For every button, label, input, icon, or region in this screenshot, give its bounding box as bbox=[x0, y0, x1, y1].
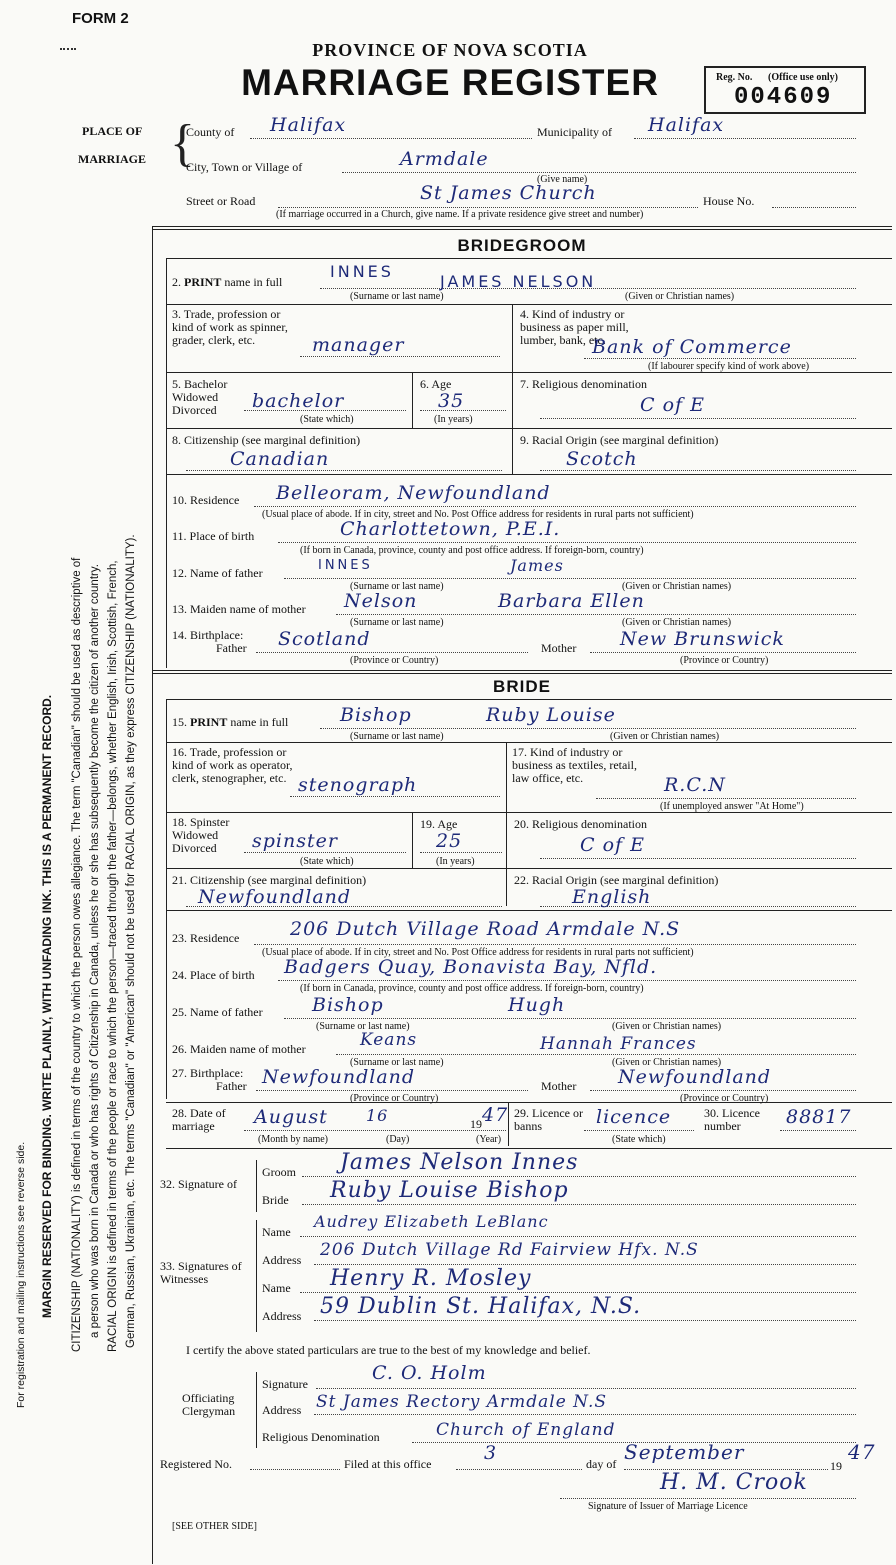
f23-hint: (Usual place of abode. If in city, street and No. Post Office address for residents in rural parts not sufficient) bbox=[262, 947, 694, 958]
reg-number: 004609 bbox=[734, 84, 833, 111]
f32-label: 32. Signature of bbox=[160, 1177, 237, 1191]
reg-label: Reg. No. bbox=[716, 72, 753, 83]
f21-label: 21. Citizenship (see marginal definition) bbox=[172, 873, 367, 887]
f4-hint: (If labourer specify kind of work above) bbox=[648, 361, 810, 372]
groom-industry: Bank of Commerce bbox=[592, 336, 792, 358]
bride-father-given: Hugh bbox=[508, 994, 566, 1016]
bride-surname-hint: (Surname or last name) bbox=[350, 731, 444, 742]
house-label: House No. bbox=[703, 194, 755, 208]
groom-religion: C of E bbox=[640, 394, 705, 416]
bride-surname: Bishop bbox=[340, 704, 412, 726]
issuer-label: Signature of Issuer of Marriage Licence bbox=[588, 1501, 748, 1512]
municipality-value: Halifax bbox=[648, 114, 725, 136]
province-title: PROVINCE OF NOVA SCOTIA bbox=[312, 40, 588, 60]
year-hint: (Year) bbox=[476, 1134, 502, 1145]
place-label-2: MARRIAGE bbox=[78, 152, 146, 166]
give-name-hint: (Give name) bbox=[537, 174, 588, 185]
groom-given: JAMES NELSON bbox=[440, 272, 597, 291]
f15-label: name in full bbox=[230, 715, 289, 729]
f19-hint: (In years) bbox=[436, 856, 475, 867]
denomination-label: Religious Denomination bbox=[262, 1430, 380, 1444]
f14-label: 14. Birthplace: bbox=[172, 628, 244, 642]
f6-label: 6. Age bbox=[420, 377, 452, 391]
groom-trade: manager bbox=[312, 334, 405, 356]
bride-status: spinster bbox=[252, 830, 338, 852]
f17-hint: (If unemployed answer "At Home") bbox=[660, 801, 804, 812]
w2-name-label: Name bbox=[262, 1281, 291, 1295]
f12-given-hint: (Given or Christian names) bbox=[622, 581, 732, 592]
bride-father-surname: Bishop bbox=[312, 994, 384, 1016]
bride-citizenship: Newfoundland bbox=[198, 886, 352, 908]
bride-sig-label: Bride bbox=[262, 1193, 289, 1207]
f17-label: 17. Kind of industry or business as textiles, retail, law office, etc. bbox=[512, 745, 637, 785]
clergy-address: St James Rectory Armdale N.S bbox=[316, 1392, 608, 1412]
groom-mother-surname: Nelson bbox=[344, 590, 418, 612]
city-value: Armdale bbox=[400, 148, 489, 170]
bride-mother-surname: Keans bbox=[360, 1030, 418, 1050]
f19-label: 19. Age bbox=[420, 817, 458, 831]
f22-label: 22. Racial Origin (see marginal definition) bbox=[514, 873, 719, 887]
f5-label: 5. Bachelor Widowed Divorced bbox=[172, 377, 228, 417]
bride-trade: stenograph bbox=[298, 774, 418, 796]
licence-number: 88817 bbox=[786, 1106, 852, 1128]
witness1-name: Audrey Elizabeth LeBlanc bbox=[314, 1212, 549, 1231]
groom-citizenship: Canadian bbox=[230, 448, 330, 470]
issuer-signature: H. M. Crook bbox=[660, 1470, 808, 1495]
groom-age: 35 bbox=[438, 390, 465, 412]
f6-hint: (In years) bbox=[434, 414, 473, 425]
bridegroom-title: BRIDEGROOM bbox=[457, 236, 587, 255]
marriage-year: 47 bbox=[482, 1104, 509, 1126]
f13-label: 13. Maiden name of mother bbox=[172, 602, 306, 616]
f27-father-hint: (Province or Country) bbox=[350, 1093, 439, 1104]
filed-year: 47 bbox=[848, 1440, 876, 1464]
groom-father-given: James bbox=[510, 556, 564, 575]
day-hint: (Day) bbox=[386, 1134, 410, 1145]
certify-statement: I certify the above stated particulars are true to the best of my knowledge and belief. bbox=[186, 1343, 591, 1357]
w2-address-label: Address bbox=[262, 1309, 302, 1323]
f13-given-hint: (Given or Christian names) bbox=[622, 617, 732, 628]
margin-mark bbox=[60, 48, 76, 50]
bride-age: 25 bbox=[436, 830, 463, 852]
groom-given-hint: (Given or Christian names) bbox=[625, 291, 735, 302]
day-of-label: day of bbox=[586, 1457, 617, 1471]
groom-mother-birthplace: New Brunswick bbox=[620, 628, 785, 650]
clergy-denomination: Church of England bbox=[436, 1420, 616, 1440]
form-number: FORM 2 bbox=[72, 10, 129, 27]
f18-hint: (State which) bbox=[300, 856, 354, 867]
f27-mother-hint: (Province or Country) bbox=[680, 1093, 769, 1104]
f14-father-hint: (Province or Country) bbox=[350, 655, 439, 666]
filed-label: Filed at this office bbox=[344, 1457, 432, 1471]
bride-title: BRIDE bbox=[493, 677, 551, 696]
place-label-1: PLACE OF bbox=[82, 124, 143, 138]
groom-surname: INNES bbox=[330, 262, 394, 281]
filed-month: September bbox=[624, 1440, 745, 1464]
f12-label: 12. Name of father bbox=[172, 566, 263, 580]
clergy-address-label: Address bbox=[262, 1403, 302, 1417]
clergy-signature: C. O. Holm bbox=[372, 1362, 487, 1384]
groom-father-birthplace: Scotland bbox=[278, 628, 371, 650]
f14-father-label: Father bbox=[216, 641, 247, 655]
witness1-address: 206 Dutch Village Rd Fairview Hfx. N.S bbox=[320, 1240, 699, 1260]
margin-note-6: German, Russian, Ukrainian, etc. The terms "Canadian" or "American" should not be used for RACIAL ORIGIN, as they express CITIZENSHIP (NATIONALITY). bbox=[125, 534, 137, 1348]
w1-address-label: Address bbox=[262, 1253, 302, 1267]
groom-birthplace: Charlottetown, P.E.I. bbox=[340, 518, 561, 540]
f12-surname-hint: (Surname or last name) bbox=[350, 581, 444, 592]
bride-given: Ruby Louise bbox=[486, 704, 616, 726]
registered-label: Registered No. bbox=[160, 1457, 232, 1471]
f24-hint: (If born in Canada, province, county and post office address. If foreign-born, country) bbox=[300, 983, 644, 994]
f30-label: 30. Licence number bbox=[704, 1106, 760, 1133]
witness2-name: Henry R. Mosley bbox=[330, 1266, 532, 1291]
bride-father-birthplace: Newfoundland bbox=[262, 1066, 416, 1088]
f16-label: 16. Trade, profession or kind of work as operator, clerk, stenographer, etc. bbox=[172, 745, 293, 785]
margin-note-1: For registration and mailing instructions see reverse side. bbox=[15, 1141, 27, 1408]
groom-mother-given: Barbara Ellen bbox=[498, 590, 645, 612]
f20-label: 20. Religious denomination bbox=[514, 817, 647, 831]
bride-mother-birthplace: Newfoundland bbox=[618, 1066, 772, 1088]
reg-office-note: (Office use only) bbox=[768, 72, 838, 83]
county-value: Halifax bbox=[270, 114, 347, 136]
f23-label: 23. Residence bbox=[172, 931, 240, 945]
bride-industry: R.C.N bbox=[664, 774, 726, 796]
f13-surname-hint: (Surname or last name) bbox=[350, 617, 444, 628]
place-brace: { bbox=[170, 115, 195, 172]
f27-mother-label: Mother bbox=[541, 1079, 577, 1093]
f5-hint: (State which) bbox=[300, 414, 354, 425]
f27-father-label: Father bbox=[216, 1079, 247, 1093]
bride-signature: Ruby Louise Bishop bbox=[330, 1178, 569, 1203]
f8-label: 8. Citizenship (see marginal definition) bbox=[172, 433, 361, 447]
filed-year-prefix: 19 bbox=[830, 1459, 842, 1473]
f27-label: 27. Birthplace: bbox=[172, 1066, 244, 1080]
f25-surname-hint: (Surname or last name) bbox=[316, 1021, 410, 1032]
marriage-year-prefix: 19 bbox=[470, 1117, 482, 1131]
groom-signature: James Nelson Innes bbox=[340, 1150, 579, 1175]
f29-hint: (State which) bbox=[612, 1134, 666, 1145]
groom-residence: Belleoram, Newfoundland bbox=[276, 482, 551, 504]
street-value: St James Church bbox=[420, 182, 597, 204]
f2-print: PRINT bbox=[184, 275, 222, 289]
f29-label: 29. Licence or banns bbox=[514, 1106, 583, 1133]
f26-given-hint: (Given or Christian names) bbox=[612, 1057, 722, 1068]
bride-given-hint: (Given or Christian names) bbox=[610, 731, 720, 742]
f26-surname-hint: (Surname or last name) bbox=[350, 1057, 444, 1068]
f18-label: 18. Spinster Widowed Divorced bbox=[172, 815, 230, 855]
f10-label: 10. Residence bbox=[172, 493, 240, 507]
f4-label: 4. Kind of industry or business as paper mill, lumber, bank, etc. bbox=[520, 307, 629, 347]
bride-racial: English bbox=[572, 886, 652, 908]
f2-label: name in full bbox=[224, 275, 283, 289]
bride-birthplace: Badgers Quay, Bonavista Bay, Nfld. bbox=[284, 956, 658, 978]
filed-day: 3 bbox=[484, 1442, 498, 1464]
groom-surname-hint: (Surname or last name) bbox=[350, 291, 444, 302]
margin-note-4: a person who was born in Canada or who has rights of Citizenship in Canada, unless he or she has subsequently become the citizen of another country. bbox=[89, 564, 101, 1338]
bride-mother-given: Hannah Frances bbox=[540, 1034, 697, 1054]
witness2-address: 59 Dublin St. Halifax, N.S. bbox=[320, 1294, 642, 1319]
f26-label: 26. Maiden name of mother bbox=[172, 1042, 306, 1056]
margin-note-2: MARGIN RESERVED FOR BINDING. WRITE PLAINLY, WITH UNFADING INK. THIS IS A PERMANENT RECORD. bbox=[40, 694, 54, 1318]
f11-hint: (If born in Canada, province, county and post office address. If foreign-born, country) bbox=[300, 545, 644, 556]
see-other-side: [SEE OTHER SIDE] bbox=[172, 1521, 257, 1532]
bride-residence: 206 Dutch Village Road Armdale N.S bbox=[290, 918, 681, 940]
page-title: MARRIAGE REGISTER bbox=[241, 62, 659, 103]
marriage-day: 16 bbox=[366, 1106, 389, 1125]
city-label: City, Town or Village of bbox=[186, 160, 303, 174]
marriage-month: August bbox=[254, 1106, 328, 1128]
w1-name-label: Name bbox=[262, 1225, 291, 1239]
place-note: (If marriage occurred in a Church, give name. If a private residence give street and number) bbox=[276, 209, 644, 220]
f33-label: 33. Signatures of Witnesses bbox=[160, 1259, 242, 1286]
f25-given-hint: (Given or Christian names) bbox=[612, 1021, 722, 1032]
f25-label: 25. Name of father bbox=[172, 1005, 263, 1019]
f3-label: 3. Trade, profession or kind of work as spinner, grader, clerk, etc. bbox=[172, 307, 288, 347]
margin-note-3: CITIZENSHIP (NATIONALITY) is defined in terms of the country to which the person owes allegiance. The term "Canadian" should be used as descriptive of bbox=[71, 557, 83, 1352]
county-label: County of bbox=[186, 125, 235, 139]
groom-racial: Scotch bbox=[566, 448, 638, 470]
month-hint: (Month by name) bbox=[258, 1134, 328, 1145]
reg-number-box bbox=[704, 66, 866, 114]
f14-mother-label: Mother bbox=[541, 641, 577, 655]
f14-mother-hint: (Province or Country) bbox=[680, 655, 769, 666]
groom-status: bachelor bbox=[252, 390, 345, 412]
officiating-label: Officiating Clergyman bbox=[182, 1391, 236, 1418]
bride-religion: C of E bbox=[580, 834, 645, 856]
street-label: Street or Road bbox=[186, 194, 256, 208]
f11-label: 11. Place of birth bbox=[172, 529, 255, 543]
groom-father-surname: INNES bbox=[318, 558, 373, 573]
licence-or-banns: licence bbox=[596, 1106, 672, 1128]
binding-margin-line bbox=[152, 226, 153, 1564]
f15-print: PRINT bbox=[190, 715, 228, 729]
f28-label: 28. Date of marriage bbox=[172, 1106, 226, 1133]
f24-label: 24. Place of birth bbox=[172, 968, 255, 982]
municipality-label: Municipality of bbox=[537, 125, 612, 139]
f2-number: 2. bbox=[172, 275, 181, 289]
f15-number: 15. bbox=[172, 715, 187, 729]
f10-hint: (Usual place of abode. If in city, street and No. Post Office address for residents in rural parts not sufficient) bbox=[262, 509, 694, 520]
clergy-sig-label: Signature bbox=[262, 1377, 308, 1391]
f9-label: 9. Racial Origin (see marginal definition) bbox=[520, 433, 719, 447]
groom-sig-label: Groom bbox=[262, 1165, 296, 1179]
f7-label: 7. Religious denomination bbox=[520, 377, 647, 391]
margin-note-5: RACIAL ORIGIN is defined in terms of the people or race to which the person—traced through the father—belongs, whether English, Irish, Scottish, French, bbox=[107, 560, 119, 1352]
